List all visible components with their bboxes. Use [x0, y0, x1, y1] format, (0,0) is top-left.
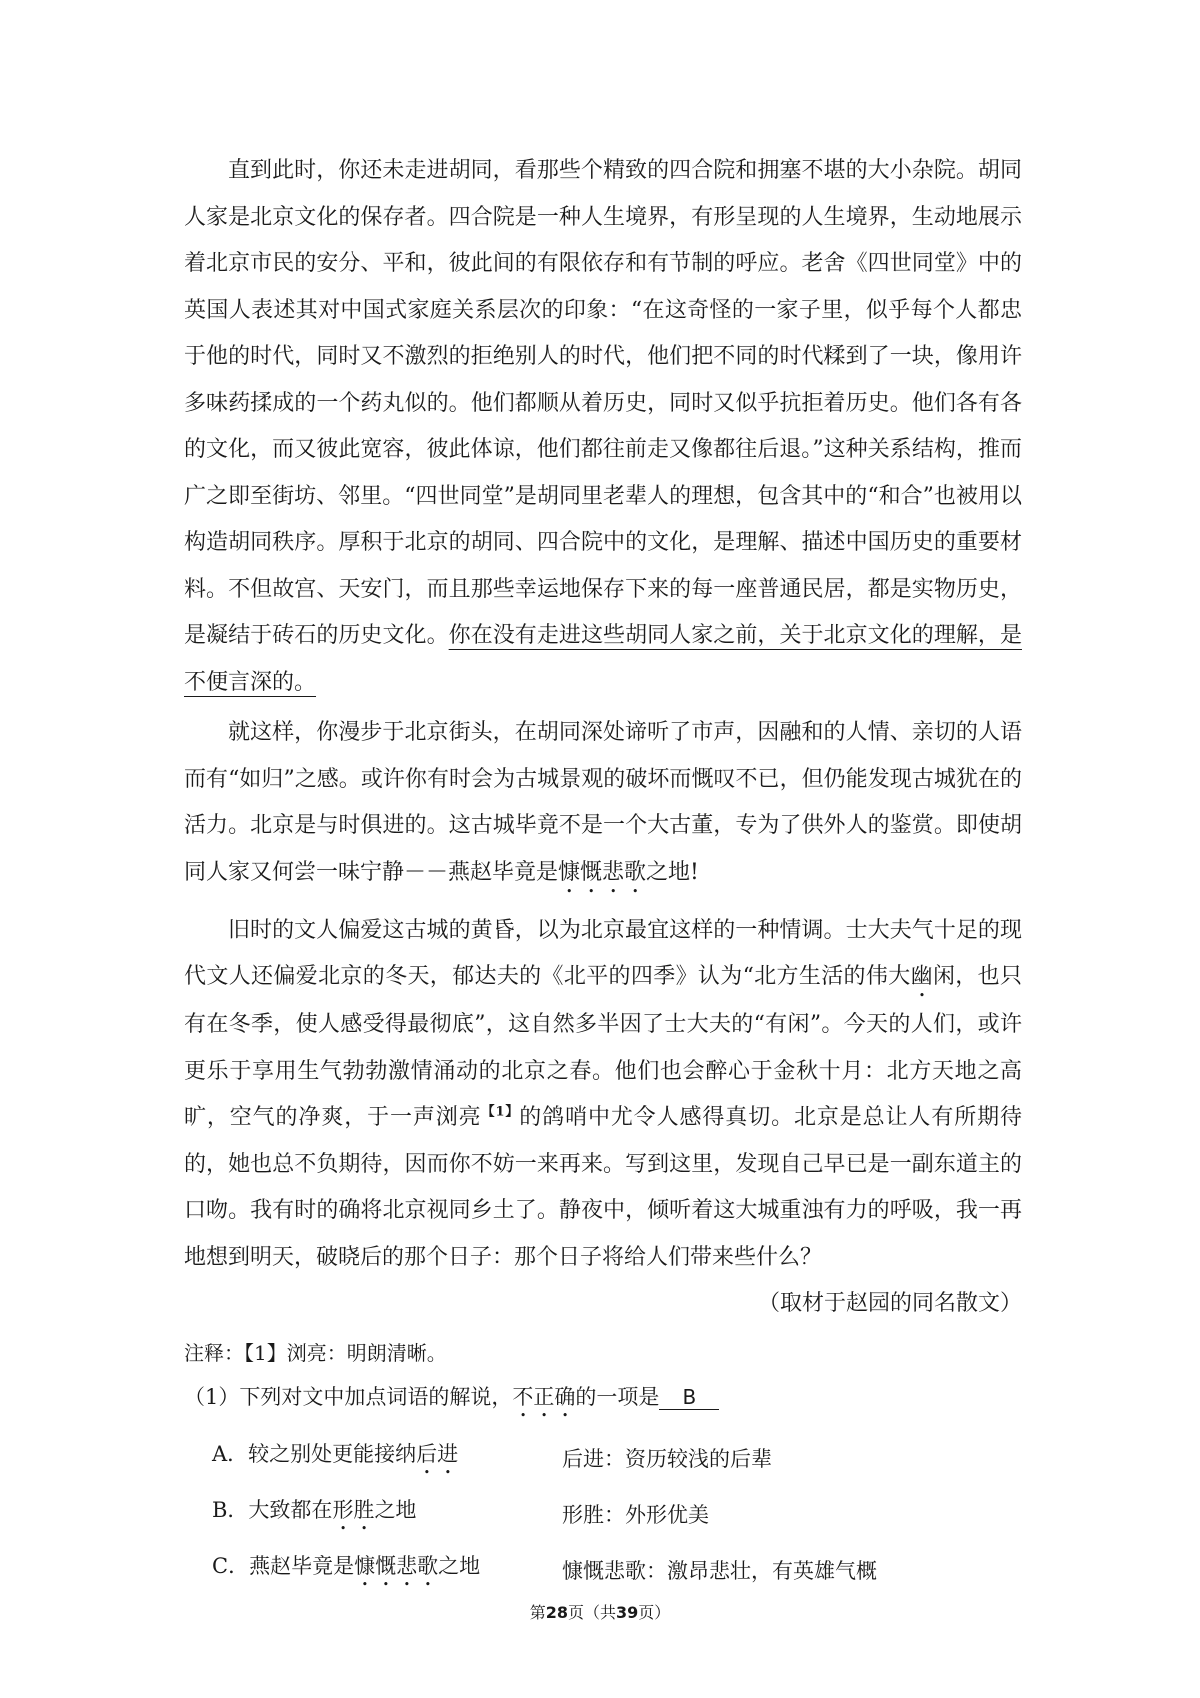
- option-b-dotted: 形胜: [332, 1497, 375, 1522]
- page-footer: [0, 1600, 1200, 1623]
- question-dotted-word: 不正确: [512, 1385, 576, 1409]
- option-c-explanation: 慷慨悲歌：激昂悲壮，有英雄气概: [562, 1559, 877, 1583]
- passage-paragraph-3: [184, 908, 1022, 1282]
- paragraph-3-text-a: 旧时的文人偏爱这古城的黄昏，以为北京最宜这样的一种情调。士大夫气十足的现代文人还偏爱北京的冬天，郁达夫的《北平的四季》认为“北方生活的伟大: [184, 917, 1022, 989]
- option-a-explanation: 后进：资历较浅的后辈: [562, 1447, 772, 1471]
- option-c-text: C．燕赵毕竟是: [212, 1553, 355, 1578]
- option-b-explanation: 形胜：外形优美: [562, 1503, 709, 1527]
- option-c: [184, 1542, 1022, 1598]
- option-a-text: A．较之别处更能接纳: [212, 1441, 417, 1466]
- page-content: [184, 148, 1022, 1598]
- option-c-dotted: 慷慨悲歌: [354, 1553, 439, 1578]
- source-attribution: （取材于赵园的同名散文）: [757, 1291, 1022, 1316]
- option-c-sentence: [184, 1550, 562, 1591]
- paragraph-3-text-b: 闲，也只有在冬季，使人感受得最彻底”，这自然多半因了士大夫的“有闲”。今天的人们，或许更乐于享用生气勃勃激情涌动的北京之春。他们也会醉心于金秋十月：北方天地之高旷，空气的净爽，于一声浏亮: [184, 964, 1022, 1130]
- paragraph-2-text: 就这样，你漫步于北京街头，在胡同深处谛听了市声，因融和的人情、亲切的人语而有“如归”之感。或许你有时会为古城景观的破坏而慨叹不已，但仍能发现古城犹在的活力。北京是与时俱进的。这古城毕竟不是一个大古董，专为了供外人的鉴赏。即使胡同人家又何尝一味宁静－－燕赵毕竟是: [184, 720, 1022, 885]
- passage-paragraph-2: [184, 710, 1022, 898]
- option-b-text: B．大致都在: [212, 1497, 333, 1522]
- option-a-dotted: 后进: [416, 1441, 459, 1466]
- footnote: 注释：【1】浏亮：明朗清晰。: [184, 1341, 447, 1365]
- option-b-sentence: [184, 1494, 562, 1535]
- dotted-phrase: 慷慨悲歌: [558, 859, 647, 885]
- footer-pre: 第: [529, 1603, 546, 1622]
- total-pages: 39: [616, 1603, 639, 1622]
- answer-blank: B: [659, 1385, 719, 1410]
- option-a-sentence: [184, 1438, 562, 1479]
- option-c-tail: 之地: [438, 1553, 481, 1578]
- dotted-character: 幽: [910, 964, 933, 989]
- page-number: 28: [545, 1603, 568, 1622]
- question-1: [184, 1375, 1022, 1422]
- question-suffix: 的一项是: [575, 1385, 660, 1409]
- footer-mid: 页（共: [567, 1603, 616, 1622]
- question-prefix: （1）下列对文中加点词语的解说，: [184, 1385, 513, 1409]
- footer-post: 页）: [638, 1603, 671, 1622]
- paragraph-3-text-c: 的鸽哨中尤令人感得真切。北京是总让人有所期待的，她也总不负期待，因而你不妨一来再来。写到这里，发现自己早已是一副东道主的口吻。我有时的确将北京视同乡土了。静夜中，倾听着这大城重浊有力的呼吸，我一再地想到明天，破晓后的那个日子：那个日子将给人们带来些什么？: [184, 1105, 1022, 1270]
- answer-options: [184, 1430, 1022, 1598]
- underlined-sentence: 你在没有走进这些胡同人家之前，关于北京文化的理解，是不便言深的。: [184, 623, 1022, 695]
- paragraph-1-text: 直到此时，你还未走进胡同，看那些个精致的四合院和拥塞不堪的大小杂院。胡同人家是北京文化的保存者。四合院是一种人生境界，有形呈现的人生境界，生动地展示着北京市民的安分、平和，彼此间的有限依存和有节制的呼应。老舍《四世同堂》中的英国人表述其对中国式家庭关系层次的印象：“在这奇怪的一家子里，似乎每个人都忠于他的时代，同时又不激烈的拒绝别人的时代，他们把不同的时代糅到了一块，像用许多味药揉成的一个药丸似的。他们都顺从着历史，同时又似乎抗拒着历史。他们各有各的文化，而又彼此宽容，彼此体谅，他们都往前走又像都往后退。”这种关系结构，推而广之即至街坊、邻里。“四世同堂”是胡同里老辈人的理想，包含其中的“和合”也被用以构造胡同秩序。厚积于北京的胡同、四合院中的文化，是理解、描述中国历史的重要材料。不但故宫、天安门，而且那些幸运地保存下来的每一座普通民居，都是实物历史，是凝结于砖石的历史文化。: [184, 158, 1022, 648]
- option-b: [184, 1486, 1022, 1542]
- paragraph-2-tail: 之地!: [646, 859, 699, 885]
- option-b-tail: 之地: [374, 1497, 417, 1522]
- passage-paragraph-1: [184, 148, 1022, 706]
- footnote-marker: 【1】: [481, 1104, 520, 1120]
- option-a: [184, 1430, 1022, 1486]
